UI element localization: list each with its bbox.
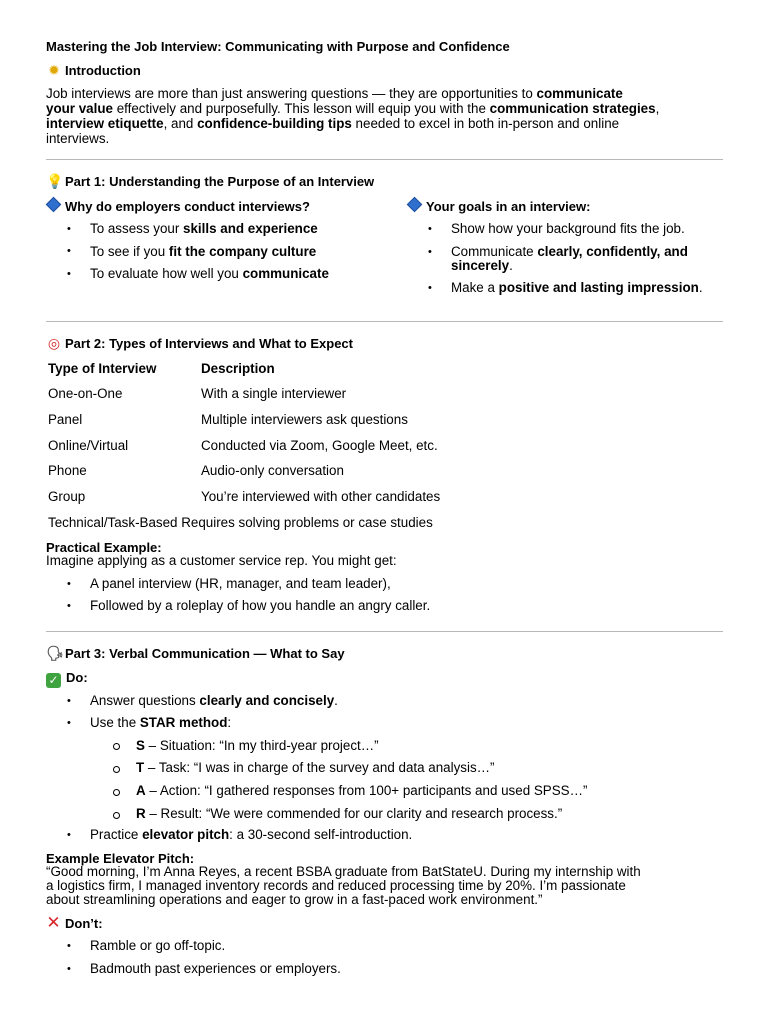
- list-item: Use the STAR method:: [90, 715, 232, 730]
- intro-text: interviews.: [46, 131, 110, 146]
- list-item-continuation: sincerely.: [451, 258, 513, 273]
- sparkle-icon: ✹: [48, 62, 60, 78]
- table-cell: One-on-One: [48, 386, 123, 401]
- intro-bold: your value: [46, 101, 113, 116]
- circle-bullet-icon: [113, 766, 120, 773]
- intro-text: ,: [655, 101, 660, 116]
- bullet-icon: •: [67, 940, 71, 952]
- bullet-icon: •: [67, 268, 71, 280]
- list-item: To evaluate how well you communicate: [90, 266, 329, 281]
- blue-diamond-icon: [407, 197, 423, 213]
- list-item: To see if you fit the company culture: [90, 244, 317, 259]
- intro-bold: communicate: [536, 86, 623, 101]
- part2-heading-row: [46, 336, 353, 351]
- bullet-icon: •: [67, 245, 71, 257]
- bullet-icon: •: [67, 829, 71, 841]
- table-cell: Conducted via Zoom, Google Meet, etc.: [201, 438, 438, 453]
- divider: [46, 321, 723, 322]
- table-cell: Multiple interviewers ask questions: [201, 412, 408, 427]
- dont-heading-row: [46, 915, 103, 931]
- pitch-heading: Example Elevator Pitch:: [46, 851, 195, 866]
- example-text: Imagine applying as a customer service rep. You might get:: [46, 553, 397, 568]
- intro-heading-row: [46, 63, 141, 78]
- list-item: Show how your background fits the job.: [451, 221, 685, 236]
- blue-diamond-icon: [46, 197, 62, 213]
- intro-bold: communication strategies: [489, 101, 656, 116]
- table-cell: Online/Virtual: [48, 438, 129, 453]
- part1-right-heading: Your goals in an interview:: [426, 199, 591, 214]
- pitch-line: “Good morning, I’m Anna Reyes, a recent BSBA graduate from BatStateU. During my internship with: [46, 864, 641, 879]
- part1-right-heading-row: [405, 199, 590, 214]
- part1-heading: Part 1: Understanding the Purpose of an Interview: [65, 174, 375, 189]
- table-cell: Panel: [48, 412, 83, 427]
- table-cell: With a single interviewer: [201, 386, 347, 401]
- bullet-icon: •: [428, 282, 432, 294]
- divider: [46, 159, 723, 160]
- part3-heading-row: [46, 646, 345, 661]
- intro-bold: confidence-building tips: [197, 116, 352, 131]
- list-item: Followed by a roleplay of how you handle an angry caller.: [90, 598, 431, 613]
- check-mark-icon: ✓: [46, 673, 61, 688]
- list-item: Ramble or go off-topic.: [90, 938, 226, 953]
- list-item: Practice elevator pitch: a 30-second self-introduction.: [90, 827, 413, 842]
- bullet-icon: •: [67, 223, 71, 235]
- pitch-line: about streamlining operations and eager to grow in a fast-paced work environment.”: [46, 892, 543, 907]
- table-row-text: Technical/Task-Based Requires solving problems or case studies: [48, 515, 433, 530]
- table-cell: You’re interviewed with other candidates: [201, 489, 441, 504]
- speaking-head-icon: 🗣: [46, 645, 64, 661]
- bullet-icon: •: [67, 695, 71, 707]
- table-cell: Group: [48, 489, 86, 504]
- bullet-icon: •: [67, 578, 71, 590]
- bullet-icon: •: [428, 246, 432, 258]
- part1-left-heading-row: [44, 199, 310, 214]
- part3-heading: Part 3: Verbal Communication — What to Say: [65, 646, 345, 661]
- list-item: Badmouth past experiences or employers.: [90, 961, 341, 976]
- target-icon: ◎: [47, 335, 61, 351]
- bullet-icon: •: [428, 223, 432, 235]
- intro-bold: interview etiquette: [46, 116, 164, 131]
- pitch-line: a logistics firm, I managed inventory records and reduced processing time by 20%. I’m passionate: [46, 878, 626, 893]
- table-cell: Audio-only conversation: [201, 463, 344, 478]
- list-item: Make a positive and lasting impression.: [451, 280, 703, 295]
- table-header: Description: [201, 361, 275, 376]
- intro-text: needed to excel in both in-person and online: [351, 116, 620, 131]
- table-header: Type of Interview: [48, 361, 157, 376]
- table-cell: Phone: [48, 463, 87, 478]
- part1-heading-row: [46, 174, 374, 189]
- cross-mark-icon: ✕: [46, 913, 61, 932]
- list-item: A panel interview (HR, manager, and team leader),: [90, 576, 391, 591]
- intro-text: effectively and purposefully. This lesson will equip you with the: [112, 101, 490, 116]
- do-heading: Do:: [66, 670, 88, 685]
- bullet-icon: •: [67, 600, 71, 612]
- dont-heading: Don’t:: [65, 916, 103, 931]
- list-item: Answer questions clearly and concisely.: [90, 693, 338, 708]
- intro-heading: Introduction: [65, 63, 141, 78]
- circle-bullet-icon: [113, 812, 120, 819]
- star-item: T – Task: “I was in charge of the survey and data analysis…”: [136, 760, 495, 775]
- page-title: Mastering the Job Interview: Communicating with Purpose and Confidence: [46, 39, 510, 54]
- part2-heading: Part 2: Types of Interviews and What to Expect: [65, 336, 353, 351]
- example-heading: Practical Example:: [46, 540, 162, 555]
- star-item: A – Action: “I gathered responses from 100+ participants and used SPSS…”: [136, 783, 588, 798]
- bullet-icon: •: [67, 717, 71, 729]
- circle-bullet-icon: [113, 789, 120, 796]
- circle-bullet-icon: [113, 743, 120, 750]
- part1-left-heading: Why do employers conduct interviews?: [65, 199, 310, 214]
- lightbulb-icon: 💡: [46, 173, 64, 189]
- intro-text: Job interviews are more than just answering questions — they are opportunities to: [46, 86, 537, 101]
- list-item: Communicate clearly, confidently, and: [451, 244, 688, 259]
- intro-text: , and: [163, 116, 198, 131]
- intro-paragraph: [46, 86, 722, 146]
- divider: [46, 631, 723, 632]
- bullet-icon: •: [67, 963, 71, 975]
- list-item: To assess your skills and experience: [90, 221, 318, 236]
- star-item: S – Situation: “In my third-year project…”: [136, 738, 379, 753]
- star-item: R – Result: “We were commended for our clarity and research process.”: [136, 806, 563, 821]
- do-heading-row: [46, 670, 88, 688]
